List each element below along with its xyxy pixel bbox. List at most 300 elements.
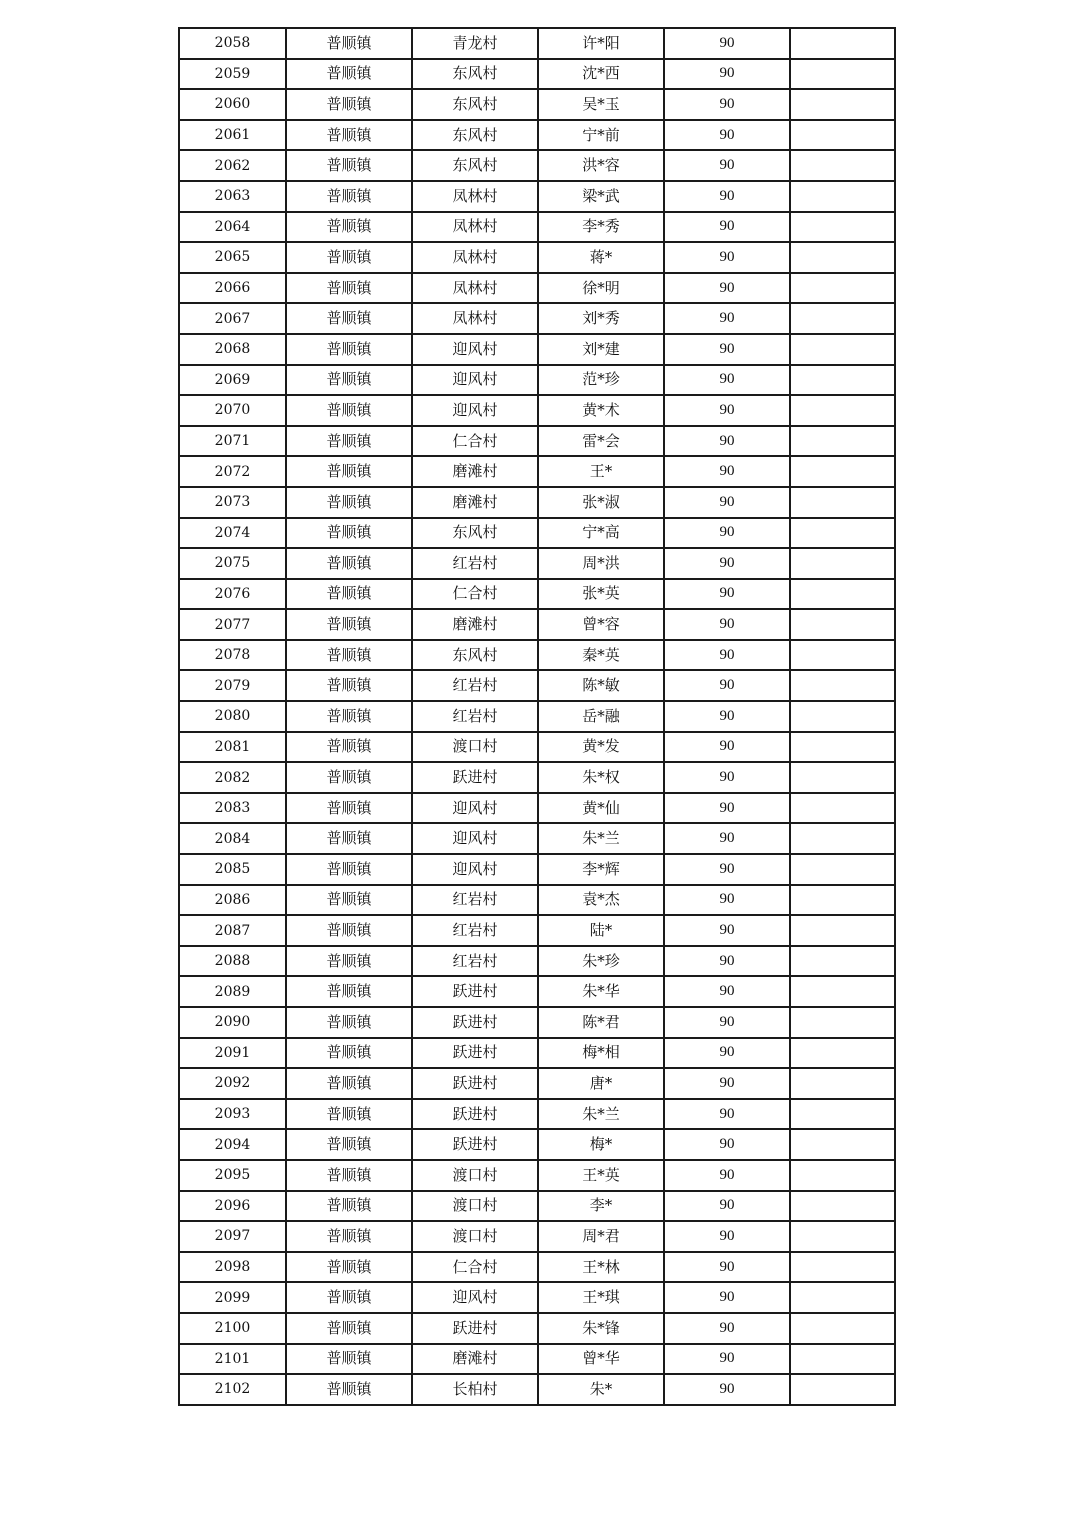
town-cell: 普顺镇 bbox=[286, 334, 412, 365]
note-cell bbox=[790, 915, 895, 946]
table-row bbox=[179, 732, 895, 763]
table-row bbox=[179, 365, 895, 396]
person-name-cell: 李*秀 bbox=[538, 212, 664, 243]
town-cell: 普顺镇 bbox=[286, 89, 412, 120]
note-cell bbox=[790, 1129, 895, 1160]
serial-number-cell: 2093 bbox=[179, 1099, 286, 1130]
note-cell bbox=[790, 732, 895, 763]
person-name-cell: 陈*君 bbox=[538, 1007, 664, 1038]
amount-cell: 90 bbox=[664, 1129, 790, 1160]
person-name-cell: 岳*融 bbox=[538, 701, 664, 732]
amount-cell: 90 bbox=[664, 334, 790, 365]
amount-cell: 90 bbox=[664, 1374, 790, 1405]
village-cell: 跃进村 bbox=[412, 1038, 538, 1069]
serial-number-cell: 2068 bbox=[179, 334, 286, 365]
village-cell: 迎风村 bbox=[412, 793, 538, 824]
village-cell: 跃进村 bbox=[412, 1007, 538, 1038]
serial-number-cell: 2075 bbox=[179, 548, 286, 579]
serial-number-cell: 2063 bbox=[179, 181, 286, 212]
note-cell bbox=[790, 976, 895, 1007]
person-name-cell: 曾*华 bbox=[538, 1344, 664, 1375]
person-name-cell: 刘*秀 bbox=[538, 303, 664, 334]
serial-number-cell: 2097 bbox=[179, 1221, 286, 1252]
town-cell: 普顺镇 bbox=[286, 732, 412, 763]
serial-number-cell: 2066 bbox=[179, 273, 286, 304]
amount-cell: 90 bbox=[664, 762, 790, 793]
serial-number-cell: 2070 bbox=[179, 395, 286, 426]
amount-cell: 90 bbox=[664, 1191, 790, 1222]
table-row bbox=[179, 181, 895, 212]
village-cell: 迎风村 bbox=[412, 334, 538, 365]
person-name-cell: 许*阳 bbox=[538, 28, 664, 59]
person-name-cell: 曾*容 bbox=[538, 609, 664, 640]
town-cell: 普顺镇 bbox=[286, 640, 412, 671]
table-row bbox=[179, 426, 895, 457]
amount-cell: 90 bbox=[664, 426, 790, 457]
person-name-cell: 黄*发 bbox=[538, 732, 664, 763]
person-name-cell: 朱*华 bbox=[538, 976, 664, 1007]
note-cell bbox=[790, 793, 895, 824]
town-cell: 普顺镇 bbox=[286, 395, 412, 426]
amount-cell: 90 bbox=[664, 640, 790, 671]
person-name-cell: 朱*兰 bbox=[538, 1099, 664, 1130]
table-row bbox=[179, 946, 895, 977]
person-name-cell: 王*英 bbox=[538, 1160, 664, 1191]
serial-number-cell: 2091 bbox=[179, 1038, 286, 1069]
table-row bbox=[179, 28, 895, 59]
town-cell: 普顺镇 bbox=[286, 1252, 412, 1283]
amount-cell: 90 bbox=[664, 885, 790, 916]
town-cell: 普顺镇 bbox=[286, 181, 412, 212]
village-cell: 仁合村 bbox=[412, 426, 538, 457]
note-cell bbox=[790, 548, 895, 579]
serial-number-cell: 2060 bbox=[179, 89, 286, 120]
town-cell: 普顺镇 bbox=[286, 915, 412, 946]
table-row bbox=[179, 915, 895, 946]
table-row bbox=[179, 1068, 895, 1099]
amount-cell: 90 bbox=[664, 946, 790, 977]
note-cell bbox=[790, 854, 895, 885]
amount-cell: 90 bbox=[664, 242, 790, 273]
serial-number-cell: 2058 bbox=[179, 28, 286, 59]
village-cell: 渡口村 bbox=[412, 1221, 538, 1252]
village-cell: 磨滩村 bbox=[412, 609, 538, 640]
person-name-cell: 朱*珍 bbox=[538, 946, 664, 977]
person-name-cell: 周*君 bbox=[538, 1221, 664, 1252]
note-cell bbox=[790, 946, 895, 977]
note-cell bbox=[790, 1038, 895, 1069]
serial-number-cell: 2059 bbox=[179, 59, 286, 90]
table-row bbox=[179, 885, 895, 916]
serial-number-cell: 2101 bbox=[179, 1344, 286, 1375]
amount-cell: 90 bbox=[664, 1282, 790, 1313]
town-cell: 普顺镇 bbox=[286, 1344, 412, 1375]
town-cell: 普顺镇 bbox=[286, 823, 412, 854]
town-cell: 普顺镇 bbox=[286, 1221, 412, 1252]
note-cell bbox=[790, 487, 895, 518]
village-cell: 跃进村 bbox=[412, 1099, 538, 1130]
table-row bbox=[179, 1160, 895, 1191]
person-name-cell: 刘*建 bbox=[538, 334, 664, 365]
amount-cell: 90 bbox=[664, 1068, 790, 1099]
person-name-cell: 沈*西 bbox=[538, 59, 664, 90]
amount-cell: 90 bbox=[664, 1007, 790, 1038]
amount-cell: 90 bbox=[664, 150, 790, 181]
town-cell: 普顺镇 bbox=[286, 59, 412, 90]
table-row bbox=[179, 334, 895, 365]
village-cell: 凤林村 bbox=[412, 273, 538, 304]
serial-number-cell: 2082 bbox=[179, 762, 286, 793]
person-name-cell: 宁*高 bbox=[538, 518, 664, 549]
serial-number-cell: 2084 bbox=[179, 823, 286, 854]
village-cell: 凤林村 bbox=[412, 212, 538, 243]
amount-cell: 90 bbox=[664, 854, 790, 885]
person-name-cell: 周*洪 bbox=[538, 548, 664, 579]
serial-number-cell: 2080 bbox=[179, 701, 286, 732]
village-cell: 磨滩村 bbox=[412, 456, 538, 487]
note-cell bbox=[790, 426, 895, 457]
amount-cell: 90 bbox=[664, 181, 790, 212]
person-name-cell: 黄*术 bbox=[538, 395, 664, 426]
town-cell: 普顺镇 bbox=[286, 456, 412, 487]
table-row bbox=[179, 303, 895, 334]
town-cell: 普顺镇 bbox=[286, 120, 412, 151]
note-cell bbox=[790, 242, 895, 273]
person-name-cell: 王*林 bbox=[538, 1252, 664, 1283]
town-cell: 普顺镇 bbox=[286, 1374, 412, 1405]
serial-number-cell: 2094 bbox=[179, 1129, 286, 1160]
person-name-cell: 王* bbox=[538, 456, 664, 487]
amount-cell: 90 bbox=[664, 212, 790, 243]
serial-number-cell: 2083 bbox=[179, 793, 286, 824]
village-cell: 跃进村 bbox=[412, 762, 538, 793]
note-cell bbox=[790, 1221, 895, 1252]
table-row bbox=[179, 150, 895, 181]
town-cell: 普顺镇 bbox=[286, 487, 412, 518]
table-row bbox=[179, 1038, 895, 1069]
village-cell: 红岩村 bbox=[412, 915, 538, 946]
town-cell: 普顺镇 bbox=[286, 150, 412, 181]
amount-cell: 90 bbox=[664, 1160, 790, 1191]
town-cell: 普顺镇 bbox=[286, 1160, 412, 1191]
serial-number-cell: 2081 bbox=[179, 732, 286, 763]
table-row bbox=[179, 89, 895, 120]
village-cell: 凤林村 bbox=[412, 303, 538, 334]
town-cell: 普顺镇 bbox=[286, 609, 412, 640]
village-cell: 仁合村 bbox=[412, 1252, 538, 1283]
serial-number-cell: 2102 bbox=[179, 1374, 286, 1405]
town-cell: 普顺镇 bbox=[286, 365, 412, 396]
serial-number-cell: 2076 bbox=[179, 579, 286, 610]
amount-cell: 90 bbox=[664, 1221, 790, 1252]
person-name-cell: 秦*英 bbox=[538, 640, 664, 671]
town-cell: 普顺镇 bbox=[286, 1068, 412, 1099]
amount-cell: 90 bbox=[664, 609, 790, 640]
serial-number-cell: 2087 bbox=[179, 915, 286, 946]
person-name-cell: 朱*锋 bbox=[538, 1313, 664, 1344]
village-cell: 青龙村 bbox=[412, 28, 538, 59]
town-cell: 普顺镇 bbox=[286, 854, 412, 885]
serial-number-cell: 2096 bbox=[179, 1191, 286, 1222]
village-cell: 跃进村 bbox=[412, 1129, 538, 1160]
town-cell: 普顺镇 bbox=[286, 701, 412, 732]
village-cell: 迎风村 bbox=[412, 1282, 538, 1313]
town-cell: 普顺镇 bbox=[286, 1129, 412, 1160]
note-cell bbox=[790, 89, 895, 120]
village-cell: 长柏村 bbox=[412, 1374, 538, 1405]
town-cell: 普顺镇 bbox=[286, 273, 412, 304]
note-cell bbox=[790, 762, 895, 793]
note-cell bbox=[790, 1344, 895, 1375]
person-name-cell: 王*琪 bbox=[538, 1282, 664, 1313]
table-row bbox=[179, 1221, 895, 1252]
serial-number-cell: 2092 bbox=[179, 1068, 286, 1099]
amount-cell: 90 bbox=[664, 395, 790, 426]
village-cell: 磨滩村 bbox=[412, 487, 538, 518]
table-row bbox=[179, 976, 895, 1007]
note-cell bbox=[790, 120, 895, 151]
town-cell: 普顺镇 bbox=[286, 1313, 412, 1344]
town-cell: 普顺镇 bbox=[286, 1191, 412, 1222]
note-cell bbox=[790, 456, 895, 487]
village-cell: 渡口村 bbox=[412, 1160, 538, 1191]
village-cell: 东风村 bbox=[412, 150, 538, 181]
village-cell: 东风村 bbox=[412, 640, 538, 671]
village-cell: 红岩村 bbox=[412, 885, 538, 916]
amount-cell: 90 bbox=[664, 487, 790, 518]
table-row bbox=[179, 762, 895, 793]
note-cell bbox=[790, 28, 895, 59]
serial-number-cell: 2078 bbox=[179, 640, 286, 671]
table-row bbox=[179, 579, 895, 610]
table-row bbox=[179, 1282, 895, 1313]
table-row bbox=[179, 609, 895, 640]
person-name-cell: 袁*杰 bbox=[538, 885, 664, 916]
table-row bbox=[179, 59, 895, 90]
note-cell bbox=[790, 885, 895, 916]
amount-cell: 90 bbox=[664, 732, 790, 763]
amount-cell: 90 bbox=[664, 701, 790, 732]
person-name-cell: 李* bbox=[538, 1191, 664, 1222]
town-cell: 普顺镇 bbox=[286, 670, 412, 701]
note-cell bbox=[790, 579, 895, 610]
town-cell: 普顺镇 bbox=[286, 28, 412, 59]
serial-number-cell: 2098 bbox=[179, 1252, 286, 1283]
village-cell: 东风村 bbox=[412, 59, 538, 90]
amount-cell: 90 bbox=[664, 976, 790, 1007]
table-row bbox=[179, 242, 895, 273]
village-cell: 迎风村 bbox=[412, 823, 538, 854]
serial-number-cell: 2088 bbox=[179, 946, 286, 977]
amount-cell: 90 bbox=[664, 518, 790, 549]
town-cell: 普顺镇 bbox=[286, 242, 412, 273]
amount-cell: 90 bbox=[664, 120, 790, 151]
person-name-cell: 洪*容 bbox=[538, 150, 664, 181]
person-name-cell: 雷*会 bbox=[538, 426, 664, 457]
amount-cell: 90 bbox=[664, 579, 790, 610]
table-row bbox=[179, 120, 895, 151]
note-cell bbox=[790, 303, 895, 334]
roster-table-body bbox=[179, 28, 895, 1405]
serial-number-cell: 2077 bbox=[179, 609, 286, 640]
serial-number-cell: 2071 bbox=[179, 426, 286, 457]
table-row bbox=[179, 1099, 895, 1130]
table-row bbox=[179, 1129, 895, 1160]
table-row bbox=[179, 456, 895, 487]
serial-number-cell: 2099 bbox=[179, 1282, 286, 1313]
table-row bbox=[179, 1252, 895, 1283]
person-name-cell: 李*辉 bbox=[538, 854, 664, 885]
amount-cell: 90 bbox=[664, 89, 790, 120]
serial-number-cell: 2064 bbox=[179, 212, 286, 243]
town-cell: 普顺镇 bbox=[286, 303, 412, 334]
table-row bbox=[179, 1313, 895, 1344]
village-cell: 仁合村 bbox=[412, 579, 538, 610]
amount-cell: 90 bbox=[664, 915, 790, 946]
town-cell: 普顺镇 bbox=[286, 976, 412, 1007]
town-cell: 普顺镇 bbox=[286, 885, 412, 916]
note-cell bbox=[790, 395, 895, 426]
person-name-cell: 梅* bbox=[538, 1129, 664, 1160]
table-row bbox=[179, 273, 895, 304]
note-cell bbox=[790, 365, 895, 396]
note-cell bbox=[790, 273, 895, 304]
table-row bbox=[179, 640, 895, 671]
note-cell bbox=[790, 1313, 895, 1344]
note-cell bbox=[790, 1374, 895, 1405]
note-cell bbox=[790, 640, 895, 671]
town-cell: 普顺镇 bbox=[286, 1099, 412, 1130]
amount-cell: 90 bbox=[664, 1252, 790, 1283]
person-name-cell: 张*淑 bbox=[538, 487, 664, 518]
serial-number-cell: 2067 bbox=[179, 303, 286, 334]
serial-number-cell: 2079 bbox=[179, 670, 286, 701]
amount-cell: 90 bbox=[664, 1038, 790, 1069]
serial-number-cell: 2085 bbox=[179, 854, 286, 885]
serial-number-cell: 2074 bbox=[179, 518, 286, 549]
village-cell: 渡口村 bbox=[412, 1191, 538, 1222]
table-row bbox=[179, 487, 895, 518]
person-name-cell: 梅*相 bbox=[538, 1038, 664, 1069]
town-cell: 普顺镇 bbox=[286, 1007, 412, 1038]
note-cell bbox=[790, 150, 895, 181]
village-cell: 东风村 bbox=[412, 518, 538, 549]
amount-cell: 90 bbox=[664, 823, 790, 854]
village-cell: 迎风村 bbox=[412, 365, 538, 396]
person-name-cell: 张*英 bbox=[538, 579, 664, 610]
serial-number-cell: 2062 bbox=[179, 150, 286, 181]
table-row bbox=[179, 823, 895, 854]
note-cell bbox=[790, 1099, 895, 1130]
village-cell: 迎风村 bbox=[412, 395, 538, 426]
note-cell bbox=[790, 518, 895, 549]
amount-cell: 90 bbox=[664, 670, 790, 701]
town-cell: 普顺镇 bbox=[286, 762, 412, 793]
serial-number-cell: 2069 bbox=[179, 365, 286, 396]
table-row bbox=[179, 395, 895, 426]
village-cell: 跃进村 bbox=[412, 1313, 538, 1344]
note-cell bbox=[790, 334, 895, 365]
person-name-cell: 蒋* bbox=[538, 242, 664, 273]
village-cell: 红岩村 bbox=[412, 946, 538, 977]
table-row bbox=[179, 1374, 895, 1405]
note-cell bbox=[790, 670, 895, 701]
table-row bbox=[179, 518, 895, 549]
village-cell: 磨滩村 bbox=[412, 1344, 538, 1375]
table-row bbox=[179, 793, 895, 824]
person-name-cell: 朱* bbox=[538, 1374, 664, 1405]
person-name-cell: 梁*武 bbox=[538, 181, 664, 212]
village-cell: 跃进村 bbox=[412, 976, 538, 1007]
note-cell bbox=[790, 1191, 895, 1222]
person-name-cell: 陆* bbox=[538, 915, 664, 946]
note-cell bbox=[790, 701, 895, 732]
person-name-cell: 吴*玉 bbox=[538, 89, 664, 120]
note-cell bbox=[790, 59, 895, 90]
town-cell: 普顺镇 bbox=[286, 426, 412, 457]
table-row bbox=[179, 854, 895, 885]
village-cell: 东风村 bbox=[412, 89, 538, 120]
amount-cell: 90 bbox=[664, 365, 790, 396]
serial-number-cell: 2100 bbox=[179, 1313, 286, 1344]
town-cell: 普顺镇 bbox=[286, 518, 412, 549]
village-cell: 红岩村 bbox=[412, 670, 538, 701]
serial-number-cell: 2073 bbox=[179, 487, 286, 518]
serial-number-cell: 2065 bbox=[179, 242, 286, 273]
serial-number-cell: 2089 bbox=[179, 976, 286, 1007]
village-cell: 跃进村 bbox=[412, 1068, 538, 1099]
table-row bbox=[179, 1007, 895, 1038]
town-cell: 普顺镇 bbox=[286, 548, 412, 579]
amount-cell: 90 bbox=[664, 273, 790, 304]
amount-cell: 90 bbox=[664, 1313, 790, 1344]
village-cell: 迎风村 bbox=[412, 854, 538, 885]
village-cell: 红岩村 bbox=[412, 701, 538, 732]
table-row bbox=[179, 1191, 895, 1222]
note-cell bbox=[790, 1007, 895, 1038]
table-row bbox=[179, 212, 895, 243]
table-row bbox=[179, 670, 895, 701]
serial-number-cell: 2072 bbox=[179, 456, 286, 487]
amount-cell: 90 bbox=[664, 1099, 790, 1130]
note-cell bbox=[790, 1068, 895, 1099]
note-cell bbox=[790, 181, 895, 212]
note-cell bbox=[790, 1252, 895, 1283]
town-cell: 普顺镇 bbox=[286, 1038, 412, 1069]
village-cell: 凤林村 bbox=[412, 242, 538, 273]
serial-number-cell: 2090 bbox=[179, 1007, 286, 1038]
serial-number-cell: 2095 bbox=[179, 1160, 286, 1191]
person-name-cell: 朱*权 bbox=[538, 762, 664, 793]
person-name-cell: 朱*兰 bbox=[538, 823, 664, 854]
table-row bbox=[179, 701, 895, 732]
amount-cell: 90 bbox=[664, 303, 790, 334]
serial-number-cell: 2086 bbox=[179, 885, 286, 916]
person-name-cell: 范*珍 bbox=[538, 365, 664, 396]
note-cell bbox=[790, 609, 895, 640]
person-name-cell: 陈*敏 bbox=[538, 670, 664, 701]
roster-table bbox=[178, 27, 896, 1406]
amount-cell: 90 bbox=[664, 28, 790, 59]
village-cell: 东风村 bbox=[412, 120, 538, 151]
amount-cell: 90 bbox=[664, 456, 790, 487]
town-cell: 普顺镇 bbox=[286, 579, 412, 610]
table-row bbox=[179, 548, 895, 579]
amount-cell: 90 bbox=[664, 548, 790, 579]
note-cell bbox=[790, 823, 895, 854]
village-cell: 凤林村 bbox=[412, 181, 538, 212]
amount-cell: 90 bbox=[664, 59, 790, 90]
